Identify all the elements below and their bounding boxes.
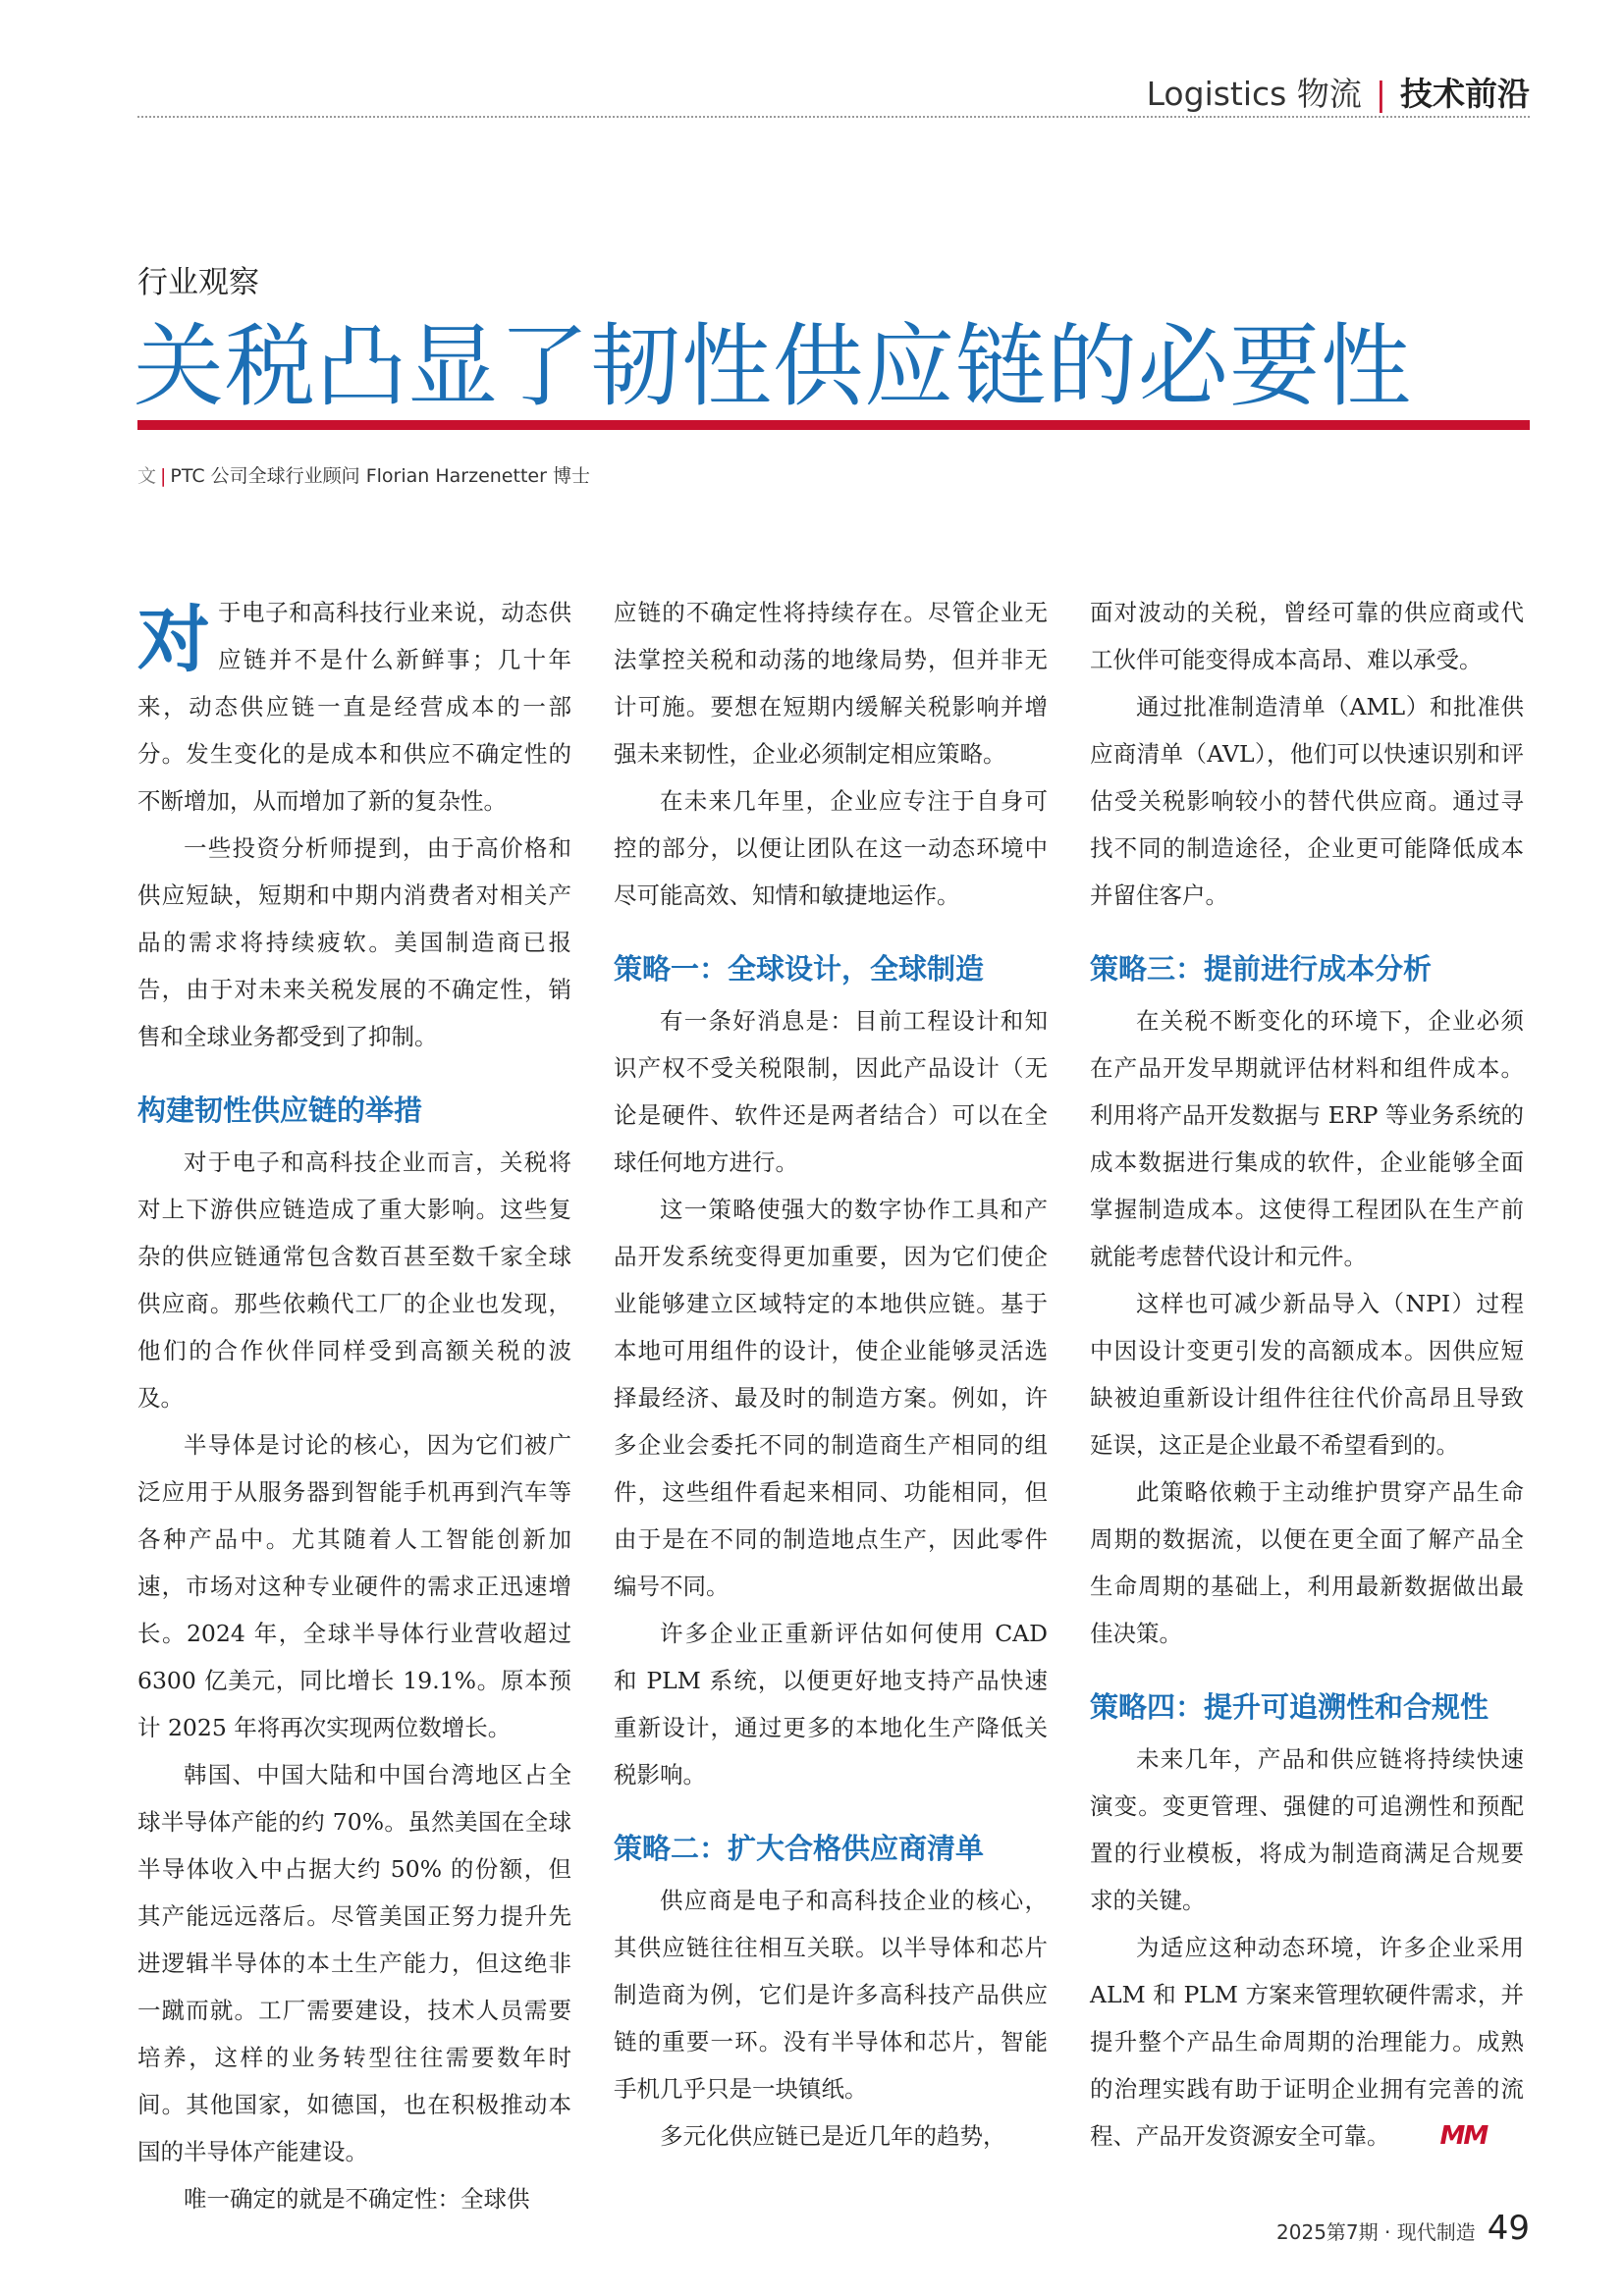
section-heading: 构建韧性供应链的举措 [137,1094,423,1127]
page-number: 49 [1487,2209,1530,2248]
paragraph: 在关税不断变化的环境下，企业必须在产品开发早期就评估材料和组件成本。利用将产品开发数据与 ERP 等业务系统的成本数据进行集成的软件，企业能够全面掌握制造成本。这使得工程团队在生产前就能考虑替代设计和元件。 [1090,1007,1524,1270]
paragraph: 多元化供应链已是近几年的趋势， [660,2122,1006,2150]
article-title: 关税凸显了韧性供应链的必要性 [134,314,1413,419]
running-header [1147,69,1530,115]
header-divider: | [1375,75,1386,113]
paragraph [1090,1924,1524,2160]
paragraph-text: 为适应这种动态环境，许多企业采用 ALM 和 PLM 方案来管理软硬件需求，并提升整个产品生命周期的治理能力。成熟的治理实践有助于证明企业拥有完善的流程、产品开发资源安全可靠。 [1090,1934,1524,2150]
paragraph: 未来几年，产品和供应链将持续快速演变。变更管理、强健的可追溯性和预配置的行业模板，将成为制造商满足合规要求的关键。 [1090,1745,1524,1914]
header-rule [137,116,1530,118]
paragraph: 通过批准制造清单（AML）和批准供应商清单（AVL），他们可以快速识别和评估受关税影响较小的替代供应商。通过寻找不同的制造途径，企业更可能降低成本并留住客户。 [1090,693,1524,909]
issue-label: 2025第7期 · 现代制造 [1276,2220,1476,2244]
paragraph: 一些投资分析师提到，由于高价格和供应短缺，短期和中期内消费者对相关产品的需求将持续疲软。美国制造商已报告，由于对未来关税发展的不确定性，销售和全球业务都受到了抑制。 [137,834,571,1050]
end-mark-logo: MM [1439,2121,1488,2151]
paragraph: 半导体是讨论的核心，因为它们被广泛应用于从服务器到智能手机再到汽车等各种产品中。尤其随着人工智能创新加速，市场对这种专业硬件的需求正迅速增长。2024 年，全球半导体行业营收超过 6300 亿美元，同比增长 19.1%。原本预计 2025 年将再次实现两位数增长。 [137,1431,571,1741]
column-2 [614,589,1048,2160]
paragraph: 应链的不确定性将持续存在。尽管企业无法掌控关税和动荡的地缘局势，但并非无计可施。要想在短期内缓解关税影响并增强未来韧性，企业必须制定相应策略。 [614,599,1048,768]
byline [137,461,590,488]
section-en: Logistics [1146,75,1287,113]
paragraph-text: 于电子和高科技行业来说，动态供应链并不是什么新鲜事；几十年来，动态供应链一直是经营成本的一部分。发生变化的是成本和供应不确定性的不断增加，从而增加了新的复杂性。 [137,599,571,815]
column-3 [1090,589,1524,2160]
paragraph: 唯一确定的就是不确定性：全球供 [184,2185,530,2213]
category-label: 技术前沿 [1400,75,1530,113]
byline-separator: | [160,465,167,487]
paragraph: 对于电子和高科技企业而言，关税将对上下游供应链造成了重大影响。这些复杂的供应链通常包含数百甚至数千家全球供应商。那些依赖代工厂的企业也发现，他们的合作伙伴同样受到高额关税的波及。 [137,1148,571,1412]
paragraph: 供应商是电子和高科技企业的核心，其供应链往往相互关联。以半导体和芯片制造商为例，它们是许多高科技产品供应链的重要一环。没有半导体和芯片，智能手机几乎只是一块镇纸。 [614,1887,1048,2103]
paragraph: 在未来几年里，企业应专注于自身可控的部分，以便让团队在这一动态环境中尽可能高效、知情和敏捷地运作。 [614,787,1048,909]
byline-prefix: 文 [137,465,157,487]
paragraph: 这样也可减少新品导入（NPI）过程中因设计变更引发的高额成本。因供应短缺被迫重新设计组件往往代价高昂且导致延误，这正是企业最不希望看到的。 [1090,1290,1524,1459]
paragraph [137,589,571,825]
byline-author: PTC 公司全球行业顾问 Florian Harzenetter 博士 [170,465,590,487]
paragraph: 这一策略使强大的数字协作工具和产品开发系统变得更加重要，因为它们使企业能够建立区域特定的本地供应链。基于本地可用组件的设计，使企业能够灵活选择最经济、最及时的制造方案。例如，许多企业会委托不同的制造商生产相同的组件，这些组件看起来相同、功能相同，但由于是在不同的制造地点生产，因此零件编号不同。 [614,1196,1048,1600]
section-heading: 策略一：全球设计，全球制造 [614,952,985,986]
article-kicker: 行业观察 [137,265,259,300]
paragraph: 许多企业正重新评估如何使用 CAD 和 PLM 系统，以便更好地支持产品快速重新设计，通过更多的本地化生产降低关税影响。 [614,1620,1048,1789]
section-heading: 策略三：提前进行成本分析 [1090,952,1433,986]
paragraph: 有一条好消息是：目前工程设计和知识产权不受关税限制，因此产品设计（无论是硬件、软件还是两者结合）可以在全球任何地方进行。 [614,1007,1048,1176]
section-heading: 策略二：扩大合格供应商清单 [614,1832,985,1865]
column-1 [137,589,571,2222]
section-heading: 策略四：提升可追溯性和合规性 [1090,1690,1489,1724]
title-underline [137,420,1530,430]
paragraph: 此策略依赖于主动维护贯穿产品生命周期的数据流，以便在更全面了解产品全生命周期的基础上，利用最新数据做出最佳决策。 [1090,1478,1524,1647]
paragraph: 韩国、中国大陆和中国台湾地区占全球半导体产能的约 70%。虽然美国在全球半导体收入中占据大约 50% 的份额，但其产能远远落后。尽管美国正努力提升先进逻辑半导体的本土生产能力，但这绝非一蹴而就。工厂需要建设，技术人员需要培养，这样的业务转型往往需要数年时间。其他国家，如德国，也在积极推动本国的半导体产能建设。 [137,1761,571,2165]
drop-cap: 对 [137,598,210,682]
paragraph: 面对波动的关税，曾经可靠的供应商或代工伙伴可能变得成本高昂、难以承受。 [1090,599,1524,673]
section-cn: 物流 [1296,75,1362,113]
page-footer [1276,2209,1530,2248]
